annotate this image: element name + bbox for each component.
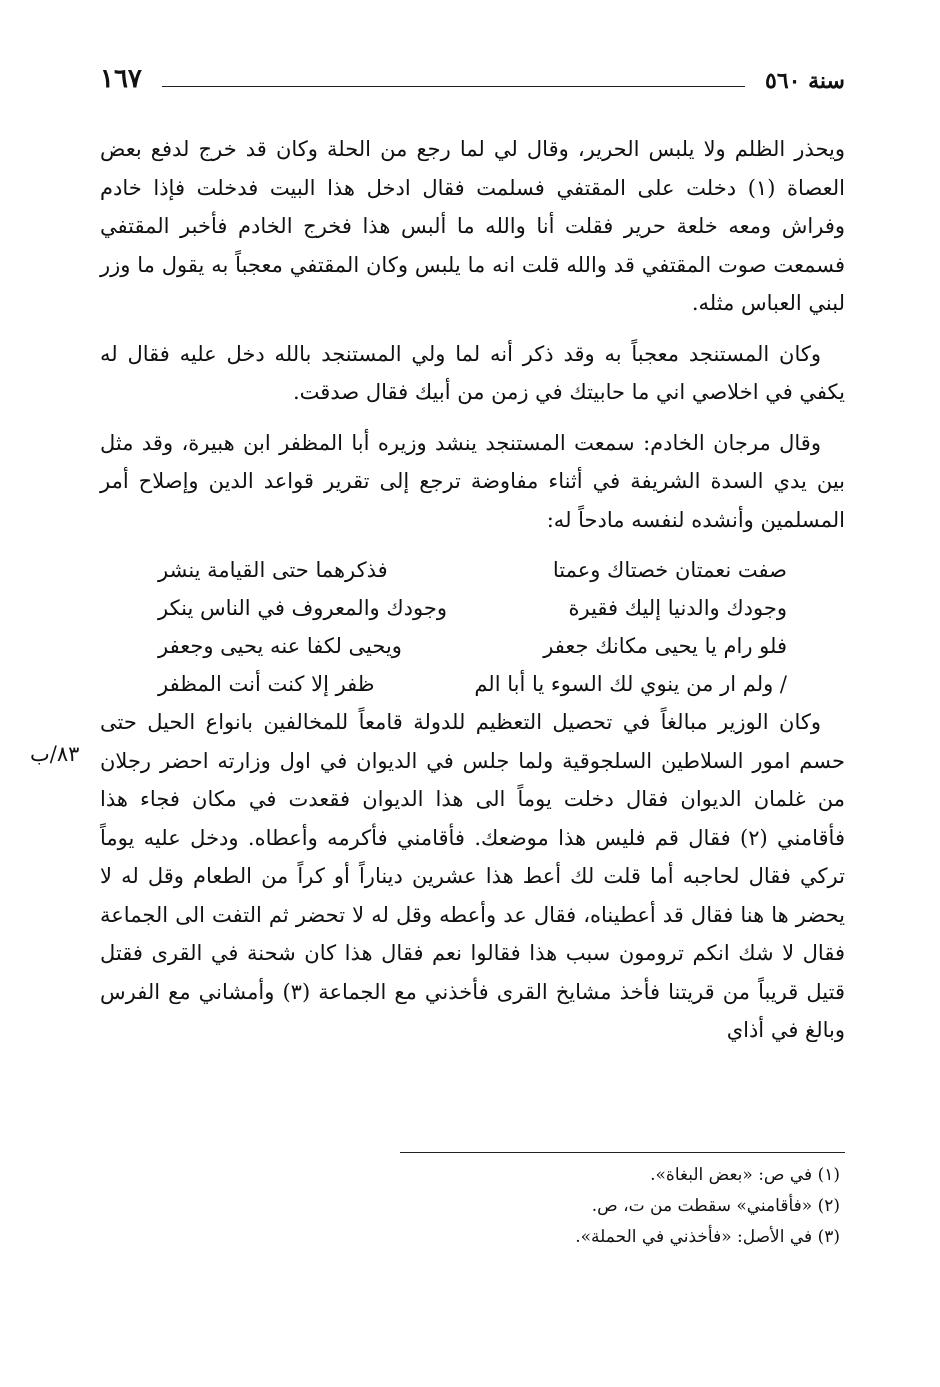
footnote: (٢) «فأقامني» سقطت من ت، ص. <box>591 1196 840 1216</box>
verse-second-hemistich: وجودك والمعروف في الناس ينكر <box>158 596 447 620</box>
page-number: ١٦٧ <box>100 64 142 94</box>
running-head-year: سنة ٥٦٠ <box>765 68 845 94</box>
poem-verse <box>100 589 845 627</box>
poem-verse <box>100 665 845 703</box>
paragraph: ويحذر الظلم ولا يلبس الحرير، وقال لي لما رجع من الحلة وكان قد خرج لدفع بعض العصاة (١) دخلت على المقتفي فسلمت فقال ادخل هذا البيت فدخلت فإذا خادم وفراش ومعه خلعة حرير فقلت أنا والله ما ألبس هذا فخرج الخادم فأخبر المقتفي فسمعت صوت المقتفي قد والله قلت انه ما يلبس وكان المقتفي معجباً به يقول ما وزر لبني العباس مثله. <box>100 137 846 315</box>
main-text <box>100 130 845 1062</box>
paragraph: وكان الوزير مبالغاً في تحصيل التعظيم للدولة قامعاً للمخالفين بانواع الحيل حتى حسم امور السلاطين السلجوقية ولما جلس في الديوان في اول وزارته احضر رجلان من غلمان الديوان فقال دخلت يوماً الى هذا الديوان فقعدت في مكان فجاء هذا فأقامني (٢) فقال قم فليس هذا موضعك. فأقامني فأكرمه وأعطاه. ودخل عليه يوماً تركي فقال لحاجبه أما قلت لك أعط هذا عشرين ديناراً أو كراً من الطعام وقل له لا يحضر ها هنا فقال قد أعطيناه، فقال عد وأعطه وقل له لا تحضر ثم التفت الى الجماعة فقال لا شك انكم ترومون سبب هذا فقالوا نعم فقال هذا كان شحنة في القرى فقتل قتيل قريباً من قريتنا فأخذ مشايخ القرى فأخذني مع الجماعة (٣) وأمشاني مع الفرس وبالغ في أذاي <box>100 710 845 1042</box>
poem-verse <box>100 551 845 589</box>
verse-second-hemistich: ظفر إلا كنت أنت المظفر <box>158 672 375 696</box>
poem <box>100 551 845 703</box>
verse-first-hemistich: وجودك والدنيا إليك فقيرة <box>568 596 787 620</box>
footnote-rule <box>400 1152 845 1153</box>
poem-verse <box>100 627 845 665</box>
footnotes <box>100 1160 840 1253</box>
page-header <box>100 64 845 100</box>
manuscript-folio-marker: ٨٣/ب <box>30 742 80 766</box>
footnote: (٣) في الأصل: «فأخذني في الحملة». <box>575 1227 840 1247</box>
paragraph: وكان المستنجد معجباً به وقد ذكر أنه لما ولي المستنجد بالله دخل عليه فقال له يكفي في اخلاصي اني ما حابيتك في زمن من أبيك فقال صدقت. <box>100 341 845 404</box>
verse-second-hemistich: فذكرهما حتى القيامة ينشر <box>158 558 388 582</box>
verse-second-hemistich: ويحيى لكفا عنه يحيى وجعفر <box>158 634 402 658</box>
verse-first-hemistich: صفت نعمتان خصتاك وعمتا <box>552 558 787 582</box>
verse-first-hemistich: فلو رام يا يحيى مكانك جعفر <box>543 634 787 658</box>
paragraph: وقال مرجان الخادم: سمعت المستنجد ينشد وزيره أبا المظفر ابن هبيرة، وقد مثل بين يدي السدة الشريفة في أثناء مفاوضة ترجع إلى تقرير قواعد الدين وإصلاح أمر المسلمين وأنشده لنفسه مادحاً له: <box>100 430 845 532</box>
header-rule <box>162 86 745 87</box>
footnote: (١) في ص: «بعض البغاة». <box>650 1165 840 1185</box>
verse-first-hemistich: / ولم ار من ينوي لك السوء يا أبا الم <box>474 672 787 696</box>
